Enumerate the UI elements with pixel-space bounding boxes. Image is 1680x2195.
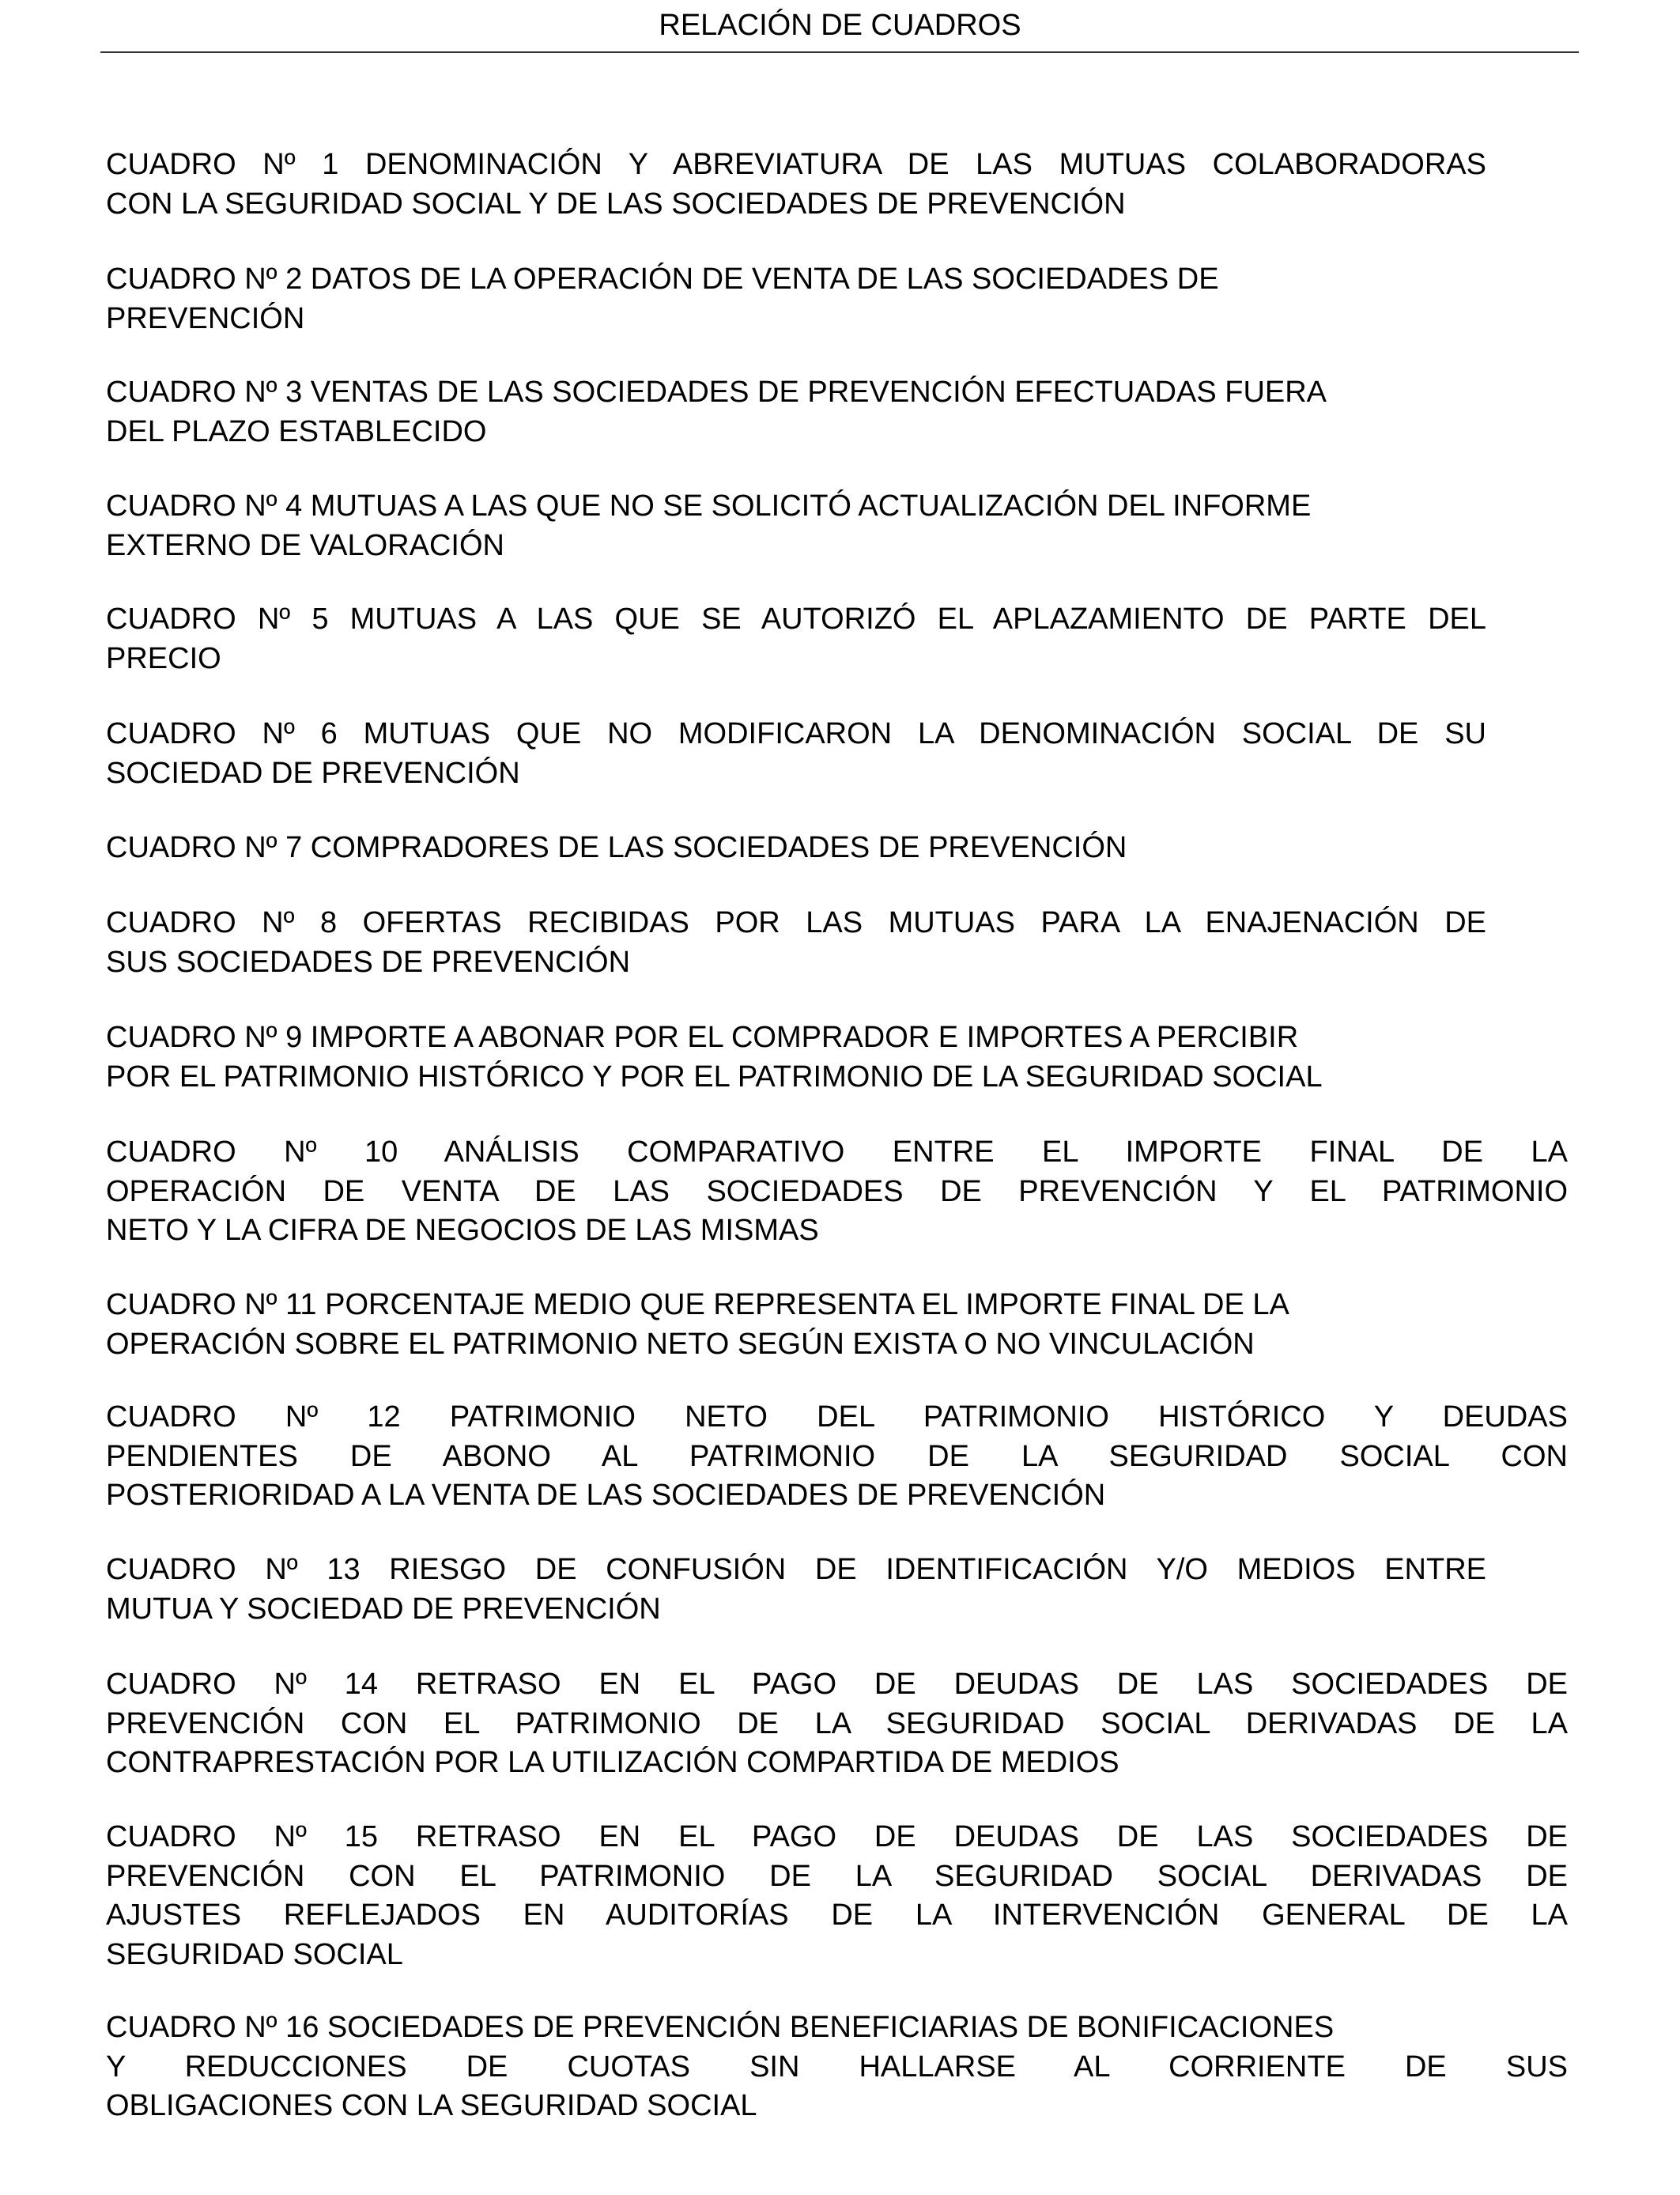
list-item-line: EXTERNO DE VALORACIÓN [106, 528, 504, 562]
list-item [106, 1665, 1568, 1783]
list-item-line: PRECIO [106, 641, 221, 675]
list-item [106, 260, 1486, 338]
list-item-line: CUADRO Nº 13 RIESGO DE CONFUSIÓN DE IDENTIFICACIÓN Y/O MEDIOS ENTRE [106, 1553, 1486, 1586]
list-item-line: DEL PLAZO ESTABLECIDO [106, 414, 487, 448]
list-item-line: Y REDUCCIONES DE CUOTAS SIN HALLARSE AL CORRIENTE DE SUS [106, 2050, 1568, 2084]
list-item-line: CUADRO Nº 16 SOCIEDADES DE PREVENCIÓN BENEFICIARIAS DE BONIFICACIONES [106, 2011, 1335, 2044]
list-item [106, 904, 1486, 982]
list-item-line: CUADRO Nº 6 MUTUAS QUE NO MODIFICARON LA DENOMINACIÓN SOCIAL DE SU [106, 717, 1486, 750]
list-item-line: CUADRO Nº 11 PORCENTAJE MEDIO QUE REPRESENTA EL IMPORTE FINAL DE LA [106, 1288, 1289, 1321]
list-item-line: SUS SOCIEDADES DE PREVENCIÓN [106, 945, 631, 979]
list-item-line: OPERACIÓN DE VENTA DE LAS SOCIEDADES DE PREVENCIÓN Y EL PATRIMONIO [106, 1174, 1568, 1208]
list-item-line: SEGURIDAD SOCIAL [106, 1937, 403, 1971]
list-item-line: CUADRO Nº 3 VENTAS DE LAS SOCIEDADES DE PREVENCIÓN EFECTUADAS FUERA [106, 376, 1327, 409]
list-item-line: PENDIENTES DE ABONO AL PATRIMONIO DE LA SEGURIDAD SOCIAL CON [106, 1439, 1568, 1473]
list-item [106, 1286, 1486, 1364]
list-item-line: POR EL PATRIMONIO HISTÓRICO Y POR EL PATRIMONIO DE LA SEGURIDAD SOCIAL [106, 1060, 1323, 1094]
list-item [106, 829, 1486, 868]
list-item-line: CUADRO Nº 8 OFERTAS RECIBIDAS POR LAS MUTUAS PARA LA ENAJENACIÓN DE [106, 906, 1486, 939]
list-item-line: CUADRO Nº 14 RETRASO EN EL PAGO DE DEUDAS DE LAS SOCIEDADES DE [106, 1668, 1568, 1701]
list-item-line: CONTRAPRESTACIÓN POR LA UTILIZACIÓN COMPARTIDA DE MEDIOS [106, 1746, 1119, 1779]
list-item [106, 2008, 1568, 2126]
list-item-line: CON LA SEGURIDAD SOCIAL Y DE LAS SOCIEDADES DE PREVENCIÓN [106, 187, 1126, 221]
list-item-line: OPERACIÓN SOBRE EL PATRIMONIO NETO SEGÚN EXISTA O NO VINCULACIÓN [106, 1327, 1255, 1361]
list-item-line: CUADRO Nº 10 ANÁLISIS COMPARATIVO ENTRE EL IMPORTE FINAL DE LA [106, 1135, 1568, 1169]
list-item [106, 1818, 1568, 1974]
list-item-line: CUADRO Nº 15 RETRASO EN EL PAGO DE DEUDAS DE LAS SOCIEDADES DE [106, 1820, 1568, 1853]
page-title: RELACIÓN DE CUADROS [659, 9, 1021, 42]
list-item [106, 1133, 1568, 1251]
list-item-line: CUADRO Nº 12 PATRIMONIO NETO DEL PATRIMONIO HISTÓRICO Y DEUDAS [106, 1400, 1568, 1434]
list-item-line: PREVENCIÓN [106, 301, 305, 335]
list-item [106, 600, 1486, 678]
list-item-line: MUTUA Y SOCIEDAD DE PREVENCIÓN [106, 1592, 661, 1626]
list-item-line: CUADRO Nº 4 MUTUAS A LAS QUE NO SE SOLICITÓ ACTUALIZACIÓN DEL INFORME [106, 489, 1312, 523]
list-item [106, 715, 1486, 793]
list-item [106, 373, 1486, 451]
list-item-line: CUADRO Nº 1 DENOMINACIÓN Y ABREVIATURA DE LAS MUTUAS COLABORADORAS [106, 148, 1486, 181]
list-item-line: SOCIEDAD DE PREVENCIÓN [106, 756, 520, 790]
list-item [106, 487, 1486, 565]
list-item-line: POSTERIORIDAD A LA VENTA DE LAS SOCIEDADES DE PREVENCIÓN [106, 1479, 1106, 1512]
list-item [106, 1398, 1568, 1516]
list-item [106, 1551, 1486, 1629]
list-item-line: NETO Y LA CIFRA DE NEGOCIOS DE LAS MISMAS [106, 1214, 819, 1247]
list-item-line: PREVENCIÓN CON EL PATRIMONIO DE LA SEGURIDAD SOCIAL DERIVADAS DE [106, 1859, 1568, 1893]
list-item-line: AJUSTES REFLEJADOS EN AUDITORÍAS DE LA INTERVENCIÓN GENERAL DE LA [106, 1898, 1568, 1932]
list-item [106, 145, 1486, 224]
list-item-line: CUADRO Nº 9 IMPORTE A ABONAR POR EL COMPRADOR E IMPORTES A PERCIBIR [106, 1021, 1299, 1054]
header-divider [100, 51, 1579, 53]
list-item-line: OBLIGACIONES CON LA SEGURIDAD SOCIAL [106, 2089, 757, 2122]
list-item-line: CUADRO Nº 5 MUTUAS A LAS QUE SE AUTORIZÓ EL APLAZAMIENTO DE PARTE DEL [106, 603, 1486, 636]
list-item-line: CUADRO Nº 2 DATOS DE LA OPERACIÓN DE VENTA DE LAS SOCIEDADES DE [106, 263, 1219, 296]
list-item [106, 1018, 1486, 1097]
list-item-line: PREVENCIÓN CON EL PATRIMONIO DE LA SEGURIDAD SOCIAL DERIVADAS DE LA [106, 1706, 1568, 1740]
list-item-line: CUADRO Nº 7 COMPRADORES DE LAS SOCIEDADES DE PREVENCIÓN [106, 831, 1127, 864]
